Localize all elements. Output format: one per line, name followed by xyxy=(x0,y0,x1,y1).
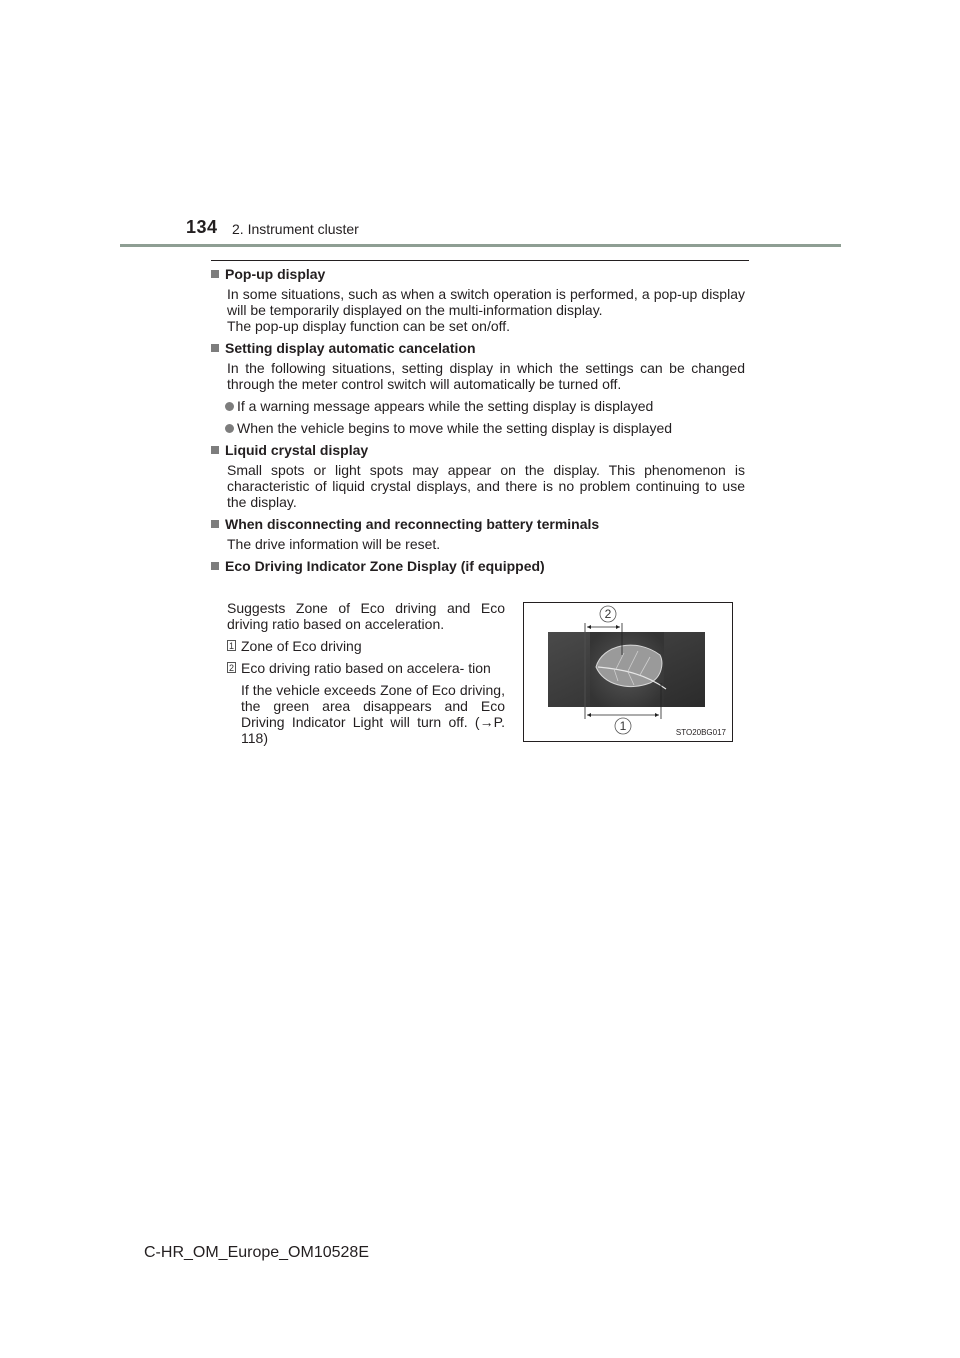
numbered-item-text: Zone of Eco driving xyxy=(241,638,362,654)
list-item-text: If a warning message appears while the setting display is displayed xyxy=(237,398,654,414)
section-title: 2. Instrument cluster xyxy=(232,221,359,237)
eco-intro: Suggests Zone of Eco driving and Eco driving ratio based on acceleration. xyxy=(227,600,505,632)
list-item xyxy=(225,398,745,414)
circle-bullet-icon xyxy=(225,424,234,433)
square-bullet-icon xyxy=(211,520,219,528)
callout-1-label: 1 xyxy=(619,719,627,733)
paragraph: In some situations, such as when a switch operation is performed, a pop-up display will be temporarily displayed on the multi-information display. xyxy=(227,286,745,318)
callout-2-label: 2 xyxy=(604,607,612,621)
header-rule xyxy=(120,244,841,247)
heading-text: Pop-up display xyxy=(225,266,326,282)
paragraph: Small spots or light spots may appear on the display. This phenomenon is characteristic of liquid crystal displays, and there is no problem continuing to use the display. xyxy=(227,462,745,510)
square-bullet-icon xyxy=(211,270,219,278)
numbered-item-text: Eco driving ratio based on accelera- tion xyxy=(241,660,491,676)
heading-text: Liquid crystal display xyxy=(225,442,369,458)
heading-text: When disconnecting and reconnecting battery terminals xyxy=(225,516,600,532)
document-id: C-HR_OM_Europe_OM10528E xyxy=(144,1244,369,1261)
eco-indicator-illustration xyxy=(524,603,732,741)
paragraph: In the following situations, setting display in which the settings can be changed through the meter control switch will automatically be turned off. xyxy=(227,360,745,392)
heading-eco-driving-indicator xyxy=(211,558,745,574)
eco-description xyxy=(227,600,505,746)
page-content xyxy=(211,266,745,574)
heading-battery-terminals xyxy=(211,516,745,532)
heading-popup-display xyxy=(211,266,745,282)
square-bullet-icon xyxy=(211,446,219,454)
list-item-text: When the vehicle begins to move while the setting display is displayed xyxy=(237,420,673,436)
square-bullet-icon xyxy=(211,562,219,570)
heading-setting-display-cancelation xyxy=(211,340,745,356)
circle-bullet-icon xyxy=(225,402,234,411)
heading-text: Eco Driving Indicator Zone Display (if equipped) xyxy=(225,558,545,574)
square-bullet-icon xyxy=(211,344,219,352)
number-badge: 2 xyxy=(228,663,234,673)
figure-code: STO20BG017 xyxy=(675,728,726,737)
heading-text: Setting display automatic cancelation xyxy=(225,340,476,356)
number-badge: 1 xyxy=(228,641,234,651)
heading-liquid-crystal-display xyxy=(211,442,745,458)
paragraph: The pop-up display function can be set on/off. xyxy=(227,318,511,334)
eco-indicator-figure xyxy=(523,602,733,742)
page-number: 134 xyxy=(186,217,218,237)
paragraph: The drive information will be reset. xyxy=(227,536,441,552)
numbered-item xyxy=(227,638,505,654)
list-item xyxy=(225,420,745,436)
eco-note: If the vehicle exceeds Zone of Eco driving, the green area disappears and Eco Driving Indicator Light will turn off. (→P. 118) xyxy=(241,682,505,746)
content-rule xyxy=(211,260,749,261)
numbered-item xyxy=(227,660,505,676)
